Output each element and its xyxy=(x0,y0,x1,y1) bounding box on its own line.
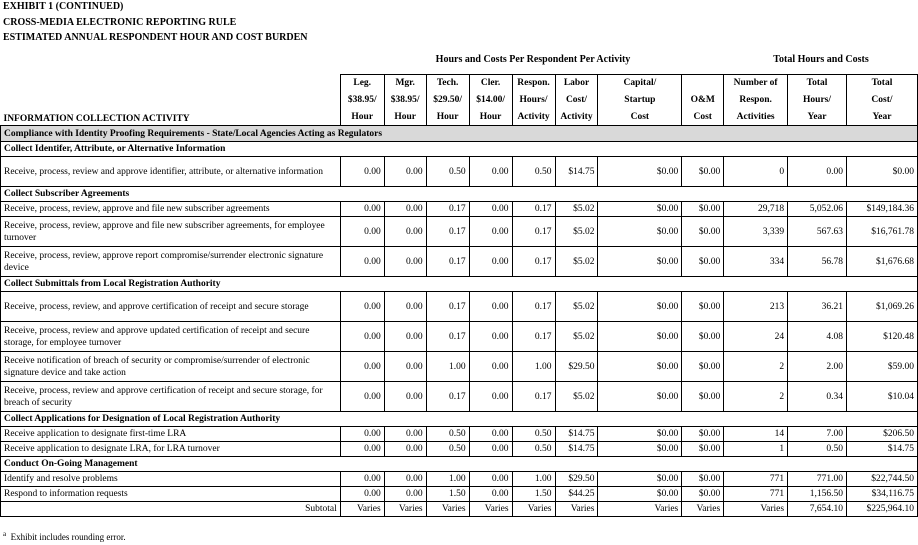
subsection-title: Collect Subscriber Agreements xyxy=(1,187,918,202)
column-header-line: $14.00/ xyxy=(469,92,512,109)
table-row xyxy=(1,427,918,442)
column-header-line: $29.50/ xyxy=(426,92,469,109)
value-cell: 0.50 xyxy=(512,427,555,442)
value-cell: 213 xyxy=(724,292,788,322)
value-cell: $0.00 xyxy=(682,352,724,382)
value-cell: 0.00 xyxy=(469,442,512,457)
value-cell: 0.00 xyxy=(340,292,384,322)
subsection-title: Collect Identifer, Attribute, or Alternative Information xyxy=(1,142,918,157)
value-cell: 0.00 xyxy=(469,487,512,502)
value-cell: 0.00 xyxy=(469,292,512,322)
value-cell: 0.00 xyxy=(384,442,426,457)
value-cell: 0.34 xyxy=(788,382,847,412)
value-cell: $0.00 xyxy=(682,472,724,487)
value-cell: 7,654.10 xyxy=(788,502,847,517)
value-cell: 334 xyxy=(724,247,788,277)
column-header-line: Cost/ xyxy=(555,92,598,109)
value-cell: 0.17 xyxy=(426,202,469,217)
value-cell: $5.02 xyxy=(555,382,598,412)
value-cell: $5.02 xyxy=(555,292,598,322)
value-cell: 0 xyxy=(724,157,788,187)
burden-table xyxy=(0,74,918,517)
value-cell: $1,069.26 xyxy=(846,292,917,322)
value-cell: 36.21 xyxy=(788,292,847,322)
value-cell: 0.00 xyxy=(788,157,847,187)
value-cell: $0.00 xyxy=(598,322,682,352)
value-cell: $29.50 xyxy=(555,472,598,487)
column-header-line: Hour xyxy=(426,109,469,126)
table-row xyxy=(1,382,918,412)
value-cell: 0.50 xyxy=(512,157,555,187)
value-cell: 0.50 xyxy=(426,427,469,442)
value-cell: $0.00 xyxy=(598,157,682,187)
value-cell: $5.02 xyxy=(555,202,598,217)
table-row xyxy=(1,472,918,487)
value-cell: Varies xyxy=(426,502,469,517)
activity-cell: Receive, process, review and approve certification of receipt and secure storage, for breach of security xyxy=(1,382,341,412)
value-cell: $225,964.10 xyxy=(846,502,917,517)
activity-cell: Respond to information requests xyxy=(1,487,341,502)
column-header-line: Hour xyxy=(340,109,384,126)
column-header-line: Leg. xyxy=(340,75,384,92)
value-cell: 1,156.50 xyxy=(788,487,847,502)
value-cell: 7.00 xyxy=(788,427,847,442)
value-cell: 0.17 xyxy=(426,292,469,322)
value-cell: 771 xyxy=(724,472,788,487)
value-cell: 5,052.06 xyxy=(788,202,847,217)
value-cell: 0.00 xyxy=(469,202,512,217)
rule-title: CROSS-MEDIA ELECTRONIC REPORTING RULE xyxy=(3,17,237,28)
activity-cell: Identify and resolve problems xyxy=(1,472,341,487)
section-title: Compliance with Identity Proofing Requirements - State/Local Agencies Acting as Regulators xyxy=(1,126,918,142)
value-cell: $0.00 xyxy=(598,427,682,442)
column-header-line xyxy=(682,75,724,92)
value-cell: 0.00 xyxy=(469,472,512,487)
value-cell: 0.50 xyxy=(512,442,555,457)
value-cell: $14.75 xyxy=(846,442,917,457)
value-cell: $5.02 xyxy=(555,247,598,277)
column-header-line: Startup xyxy=(598,92,682,109)
value-cell: $0.00 xyxy=(598,472,682,487)
column-header-line: Cost xyxy=(598,109,682,126)
value-cell: 1 xyxy=(724,442,788,457)
value-cell: 0.17 xyxy=(426,382,469,412)
value-cell: 0.00 xyxy=(340,247,384,277)
value-cell: $0.00 xyxy=(598,442,682,457)
value-cell: 1.00 xyxy=(512,472,555,487)
value-cell: 1.50 xyxy=(512,487,555,502)
value-cell: 0.17 xyxy=(512,202,555,217)
subsection-row xyxy=(1,187,918,202)
burden-title: ESTIMATED ANNUAL RESPONDENT HOUR AND COST BURDEN xyxy=(3,32,308,43)
value-cell: 1.50 xyxy=(426,487,469,502)
value-cell: $0.00 xyxy=(598,202,682,217)
value-cell: 0.00 xyxy=(340,382,384,412)
value-cell: 0.17 xyxy=(426,322,469,352)
table-row xyxy=(1,247,918,277)
value-cell: $5.02 xyxy=(555,217,598,247)
per-activity-group-header: Hours and Costs Per Respondent Per Activity xyxy=(435,54,631,65)
column-header-line: Number of xyxy=(724,75,788,92)
value-cell: $0.00 xyxy=(598,382,682,412)
value-cell: 0.00 xyxy=(340,472,384,487)
table-row xyxy=(1,202,918,217)
table-row xyxy=(1,442,918,457)
value-cell: 2 xyxy=(724,352,788,382)
value-cell: Varies xyxy=(724,502,788,517)
value-cell: 0.00 xyxy=(340,427,384,442)
value-cell: 0.17 xyxy=(512,247,555,277)
subsection-title: Collect Applications for Designation of Local Registration Authority xyxy=(1,412,918,427)
value-cell: Varies xyxy=(469,502,512,517)
value-cell: 0.00 xyxy=(469,247,512,277)
value-cell: 0.00 xyxy=(469,157,512,187)
value-cell: 0.00 xyxy=(384,322,426,352)
value-cell: 0.17 xyxy=(512,322,555,352)
value-cell: $0.00 xyxy=(598,292,682,322)
value-cell: $44.25 xyxy=(555,487,598,502)
value-cell: $34,116.75 xyxy=(846,487,917,502)
value-cell: 0.00 xyxy=(384,472,426,487)
value-cell: 0.50 xyxy=(426,442,469,457)
value-cell: $0.00 xyxy=(598,247,682,277)
table-row xyxy=(1,157,918,187)
column-header-line: Tech. xyxy=(426,75,469,92)
totals-group-header: Total Hours and Costs xyxy=(773,54,869,65)
activity-cell: Receive application to designate first-time LRA xyxy=(1,427,341,442)
value-cell: 29,718 xyxy=(724,202,788,217)
value-cell: 0.17 xyxy=(512,382,555,412)
column-header-line: Mgr. xyxy=(384,75,426,92)
value-cell: $0.00 xyxy=(682,442,724,457)
value-cell: $1,676.68 xyxy=(846,247,917,277)
value-cell: 0.00 xyxy=(384,487,426,502)
column-header-line: $38.95/ xyxy=(384,92,426,109)
value-cell: $14.75 xyxy=(555,442,598,457)
value-cell: 0.00 xyxy=(340,202,384,217)
value-cell: 0.00 xyxy=(384,352,426,382)
column-header-line: Activity xyxy=(512,109,555,126)
subtotal-row xyxy=(1,502,918,517)
value-cell: $206.50 xyxy=(846,427,917,442)
column-header-line: Hours/ xyxy=(512,92,555,109)
value-cell: $0.00 xyxy=(682,487,724,502)
value-cell: 0.00 xyxy=(384,157,426,187)
value-cell: 0.00 xyxy=(340,442,384,457)
value-cell: Varies xyxy=(384,502,426,517)
activity-cell: Receive, process, review and approve updated certification of receipt and secure storage, for employee turnover xyxy=(1,322,341,352)
value-cell: 0.00 xyxy=(384,382,426,412)
value-cell: $5.02 xyxy=(555,322,598,352)
column-header-line: Total xyxy=(788,75,847,92)
value-cell: $0.00 xyxy=(682,202,724,217)
value-cell: $59.00 xyxy=(846,352,917,382)
column-header-line: Capital/ xyxy=(598,75,682,92)
value-cell: 0.50 xyxy=(788,442,847,457)
value-cell: Varies xyxy=(555,502,598,517)
table-row xyxy=(1,217,918,247)
value-cell: $120.48 xyxy=(846,322,917,352)
subsection-row xyxy=(1,277,918,292)
value-cell: 0.00 xyxy=(469,427,512,442)
subsection-title: Conduct On-Going Management xyxy=(1,457,918,472)
table-row xyxy=(1,292,918,322)
value-cell: $0.00 xyxy=(682,157,724,187)
value-cell: Varies xyxy=(682,502,724,517)
value-cell: 0.17 xyxy=(426,217,469,247)
value-cell: Varies xyxy=(512,502,555,517)
value-cell: Varies xyxy=(340,502,384,517)
value-cell: $0.00 xyxy=(846,157,917,187)
activity-column-header: INFORMATION COLLECTION ACTIVITY xyxy=(3,114,190,124)
value-cell: 4.08 xyxy=(788,322,847,352)
value-cell: $0.00 xyxy=(598,487,682,502)
column-header-line: Year xyxy=(788,109,847,126)
subsection-row xyxy=(1,142,918,157)
value-cell: 56.78 xyxy=(788,247,847,277)
value-cell: $22,744.50 xyxy=(846,472,917,487)
value-cell: $0.00 xyxy=(682,247,724,277)
column-header-line: Activities xyxy=(724,109,788,126)
value-cell: $14.75 xyxy=(555,427,598,442)
value-cell: 0.00 xyxy=(469,217,512,247)
value-cell: $0.00 xyxy=(682,382,724,412)
value-cell: 0.00 xyxy=(340,352,384,382)
value-cell: 0.00 xyxy=(384,427,426,442)
value-cell: $0.00 xyxy=(682,292,724,322)
value-cell: 0.00 xyxy=(340,157,384,187)
subsection-title: Collect Submittals from Local Registration Authority xyxy=(1,277,918,292)
subsection-row xyxy=(1,457,918,472)
value-cell: 3,339 xyxy=(724,217,788,247)
column-header-line: $38.95/ xyxy=(340,92,384,109)
exhibit-title: EXHIBIT 1 (CONTINUED) xyxy=(3,1,124,12)
activity-cell: Receive, process, review, and approve certification of receipt and secure storage xyxy=(1,292,341,322)
value-cell: $29.50 xyxy=(555,352,598,382)
value-cell: 1.00 xyxy=(426,472,469,487)
value-cell: 0.00 xyxy=(384,217,426,247)
table-row xyxy=(1,322,918,352)
column-header-line: Hour xyxy=(384,109,426,126)
table-header xyxy=(1,75,918,126)
value-cell: $10.04 xyxy=(846,382,917,412)
value-cell: 567.63 xyxy=(788,217,847,247)
column-header-line: Hours/ xyxy=(788,92,847,109)
column-header-line: Activity xyxy=(555,109,598,126)
value-cell: 2 xyxy=(724,382,788,412)
value-cell: 0.00 xyxy=(384,202,426,217)
column-header-line: Cler. xyxy=(469,75,512,92)
footnote-marker: a xyxy=(3,530,7,538)
value-cell: 0.00 xyxy=(340,322,384,352)
activity-cell: Receive, process, review, approve report compromise/surrender electronic signature device xyxy=(1,247,341,277)
value-cell: 0.00 xyxy=(469,322,512,352)
value-cell: 0.17 xyxy=(512,217,555,247)
activity-cell: Receive application to designate LRA, for LRA turnover xyxy=(1,442,341,457)
value-cell: $14.75 xyxy=(555,157,598,187)
value-cell: $16,761.78 xyxy=(846,217,917,247)
value-cell: $0.00 xyxy=(682,427,724,442)
value-cell: 0.17 xyxy=(426,247,469,277)
value-cell: 1.00 xyxy=(426,352,469,382)
footnote-text: Exhibit includes rounding error. xyxy=(10,532,126,542)
value-cell: $0.00 xyxy=(682,217,724,247)
subsection-row xyxy=(1,412,918,427)
value-cell: $0.00 xyxy=(682,322,724,352)
value-cell: 14 xyxy=(724,427,788,442)
column-header-line: Year xyxy=(846,109,917,126)
value-cell: 771.00 xyxy=(788,472,847,487)
value-cell: 0.00 xyxy=(469,382,512,412)
value-cell: 2.00 xyxy=(788,352,847,382)
value-cell: 0.50 xyxy=(426,157,469,187)
value-cell: 771 xyxy=(724,487,788,502)
value-cell: $0.00 xyxy=(598,352,682,382)
column-header-line: Cost xyxy=(682,109,724,126)
value-cell: 0.00 xyxy=(384,292,426,322)
column-header-line: Labor xyxy=(555,75,598,92)
column-header-line: Hour xyxy=(469,109,512,126)
value-cell: 24 xyxy=(724,322,788,352)
value-cell: $149,184.36 xyxy=(846,202,917,217)
activity-cell: Receive notification of breach of security or compromise/surrender of electronic signature device and take action xyxy=(1,352,341,382)
value-cell: 1.00 xyxy=(512,352,555,382)
activity-cell: Receive, process, review and approve identifier, attribute, or alternative information xyxy=(1,157,341,187)
column-header-line: Respon. xyxy=(512,75,555,92)
value-cell: 0.00 xyxy=(340,487,384,502)
value-cell: 0.00 xyxy=(340,217,384,247)
column-header-line: Total xyxy=(846,75,917,92)
footnote xyxy=(3,530,126,542)
column-header-line: Respon. xyxy=(724,92,788,109)
section-row xyxy=(1,126,918,142)
activity-cell: Receive, process, review, approve and file new subscriber agreements, for employee turnover xyxy=(1,217,341,247)
value-cell: 0.17 xyxy=(512,292,555,322)
column-header-line: Cost/ xyxy=(846,92,917,109)
table-body xyxy=(1,126,918,517)
activity-cell: Receive, process, review, approve and file new subscriber agreements xyxy=(1,202,341,217)
table-row xyxy=(1,487,918,502)
value-cell: 0.00 xyxy=(384,247,426,277)
value-cell: Varies xyxy=(598,502,682,517)
subtotal-label: Subtotal xyxy=(1,502,341,517)
table-row xyxy=(1,352,918,382)
column-header-line: O&M xyxy=(682,92,724,109)
value-cell: $0.00 xyxy=(598,217,682,247)
value-cell: 0.00 xyxy=(469,352,512,382)
